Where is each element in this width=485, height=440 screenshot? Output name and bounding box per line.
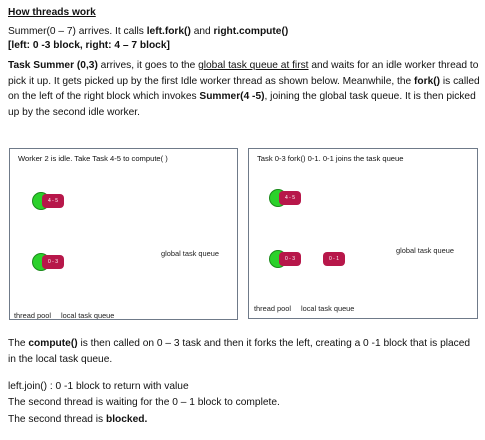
- diagram-panel-right: [248, 148, 478, 319]
- task-block: 4 - 5: [279, 191, 301, 205]
- global-task-queue-label: global task queue: [396, 246, 454, 255]
- thread-pool-label: thread pool: [254, 304, 291, 313]
- waiting-line: The second thread is waiting for the 0 – 1 block to complete.: [8, 397, 280, 408]
- local-task-queue-label: local task queue: [60, 311, 115, 319]
- para-text: The: [8, 338, 29, 349]
- panel-footer: [14, 311, 114, 319]
- para-text: is called on the left of the right block which invokes: [8, 75, 480, 103]
- task-block: 0 - 3: [42, 255, 64, 269]
- global-queue-link-text: global task queue at first: [198, 60, 309, 71]
- diagram-panel-left: [9, 148, 238, 320]
- local-task-queue-label: local task queue: [300, 304, 355, 313]
- task-block: 4 - 5: [42, 194, 64, 208]
- blocked-line: [8, 413, 147, 426]
- blocked-text: The second thread is: [8, 414, 106, 425]
- global-task-queue-label: global task queue: [161, 249, 219, 258]
- right-compute-code: right.compute(): [213, 26, 289, 37]
- panel-footer: [254, 304, 354, 313]
- para-text: , joining the global task queue. It is then picked up by the second idle worker.: [8, 91, 476, 118]
- intro-line-1: [8, 25, 288, 38]
- intro-text: Summer(0 – 7) arrives. It calls: [8, 26, 147, 37]
- panel-caption: Worker 2 is idle. Take Task 4-5 to compute( ): [18, 154, 168, 163]
- panel-caption: Task 0-3 fork() 0-1. 0-1 joins the task queue: [257, 154, 404, 163]
- task-block-queued: 0 - 1: [323, 252, 345, 266]
- thread-pool-label: thread pool: [14, 311, 51, 319]
- para-text: and waits for an idle worker thread to pick it up. It gets picked up by the first Idle worker thread as shown below. Meanwhile, the: [8, 60, 479, 87]
- para-text: is then called on 0 – 3 task and then it forks the left, creating a 0 -1 block that is placed in the local task queue.: [8, 338, 471, 365]
- task-summer-label: Task Summer (0,3): [8, 60, 98, 71]
- blocked-word: blocked.: [105, 414, 148, 425]
- task-block: 0 - 3: [279, 252, 301, 266]
- join-line: left.join() : 0 -1 block to return with value: [8, 381, 189, 392]
- compute-code: compute(): [28, 338, 78, 349]
- intro-and: and: [190, 26, 214, 37]
- summer-4-5-label: Summer(4 -5): [199, 91, 265, 103]
- fork-code: fork(): [414, 75, 441, 87]
- paragraph-compute: [8, 336, 478, 367]
- page-title: How threads work: [8, 7, 96, 18]
- intro-line-2: [left: 0 -3 block, right: 4 – 7 block]: [8, 40, 170, 51]
- left-fork-code: left.fork(): [146, 26, 191, 37]
- para-text: arrives, it goes to the: [97, 60, 199, 71]
- paragraph-summer: [8, 58, 485, 120]
